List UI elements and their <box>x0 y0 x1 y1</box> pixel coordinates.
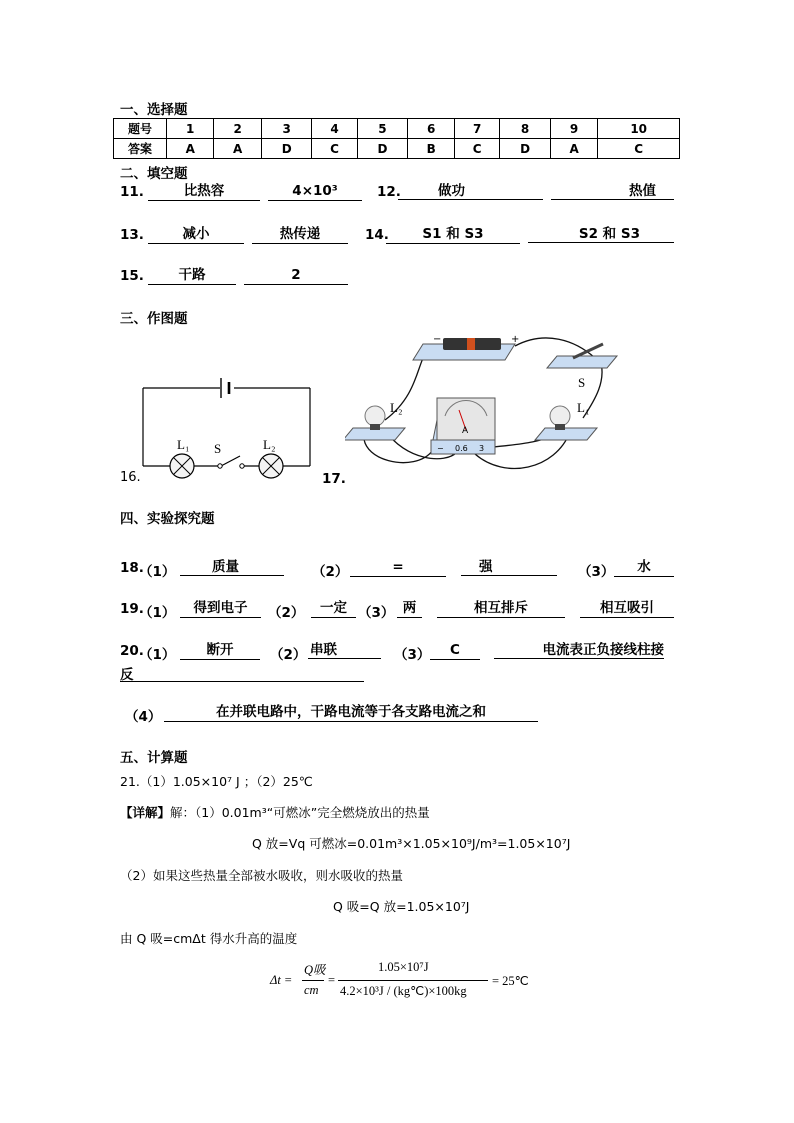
circuit-diagram-17 <box>345 330 625 490</box>
table-cell: C <box>598 139 680 159</box>
detail-label: 【详解】 <box>120 805 171 820</box>
eq3-frac2-num: 1.05×10⁷J <box>378 960 429 974</box>
eq3-frac2-den: 4.2×10³J / (kg℃)×100kg <box>340 984 467 998</box>
eq3-lhs: Δt = <box>270 973 293 987</box>
q20-answer-3: C <box>430 641 480 660</box>
eq3-frac1-num: Q吸 <box>304 963 326 977</box>
q18-part1-label: （1） <box>139 564 176 580</box>
detail-line-2: （2）如果这些热量全部被水吸收，则水吸收的热量 <box>120 868 403 883</box>
table-cell: 6 <box>408 119 455 139</box>
eq3-frac1-den: cm <box>304 983 319 997</box>
eq3-equals: = <box>328 973 336 987</box>
equation-2: Q 吸=Q 放=1.05×10⁷J <box>333 899 470 914</box>
table-cell: 8 <box>500 119 551 139</box>
circuit-diagram-16 <box>118 370 318 480</box>
q20-answer-4-cont: 反 <box>120 667 134 683</box>
eq3-result: = 25℃ <box>492 974 529 988</box>
q19-part1-label: （1） <box>139 605 176 621</box>
table-cell: 4 <box>312 119 357 139</box>
q18-answer-4: 水 <box>614 558 674 577</box>
q17-number: 17. <box>322 471 346 487</box>
q13-answer-1: 减小 <box>148 225 244 244</box>
detail-text-1: 解：（1）0.01m³“可燃冰”完全燃烧放出的热量 <box>170 805 430 820</box>
q16-number: 16. <box>120 470 141 485</box>
q19-answer-4: 相互排斥 <box>437 599 565 618</box>
table-cell: C <box>312 139 357 159</box>
q14-answer-1: S1 和 S3 <box>386 225 520 244</box>
q19-number: 19. <box>120 601 144 617</box>
q19-part2-label: （2） <box>268 605 305 621</box>
q20-number: 20. <box>120 643 144 659</box>
table-cell: A <box>550 139 597 159</box>
bulb-l1-icon <box>550 406 570 426</box>
table-header-label: 题号 <box>114 119 167 139</box>
switch-label: S <box>578 375 586 390</box>
q20-answer-4: 电流表正负接线柱接 <box>494 641 664 659</box>
q20-answer-5: 在并联电路中，干路电流等于各支路电流之和 <box>164 703 538 722</box>
table-cell: 5 <box>357 119 408 139</box>
eq3-frac2-bar <box>338 980 488 981</box>
q19-answer-5: 相互吸引 <box>580 599 674 618</box>
table-cell: D <box>357 139 408 159</box>
q19-answer-3: 两 <box>397 599 422 618</box>
q13-number: 13. <box>120 227 144 243</box>
q20-part4-label: （4） <box>125 709 162 725</box>
q12-answer-1: 做功 <box>398 182 543 200</box>
eq3-frac1-bar <box>302 980 324 981</box>
q11-answer-1: 比热容 <box>148 182 260 201</box>
terminal-06-label: 0.6 <box>455 444 468 453</box>
q21-answer: 21.（1）1.05×10⁷ J ；（2）25℃ <box>120 774 313 789</box>
q18-answer-1: 质量 <box>180 558 284 576</box>
table-cell: 10 <box>598 119 680 139</box>
q15-number: 15. <box>120 268 144 284</box>
table-row <box>114 139 680 159</box>
q19-answer-1: 得到电子 <box>180 599 261 618</box>
label-s: S <box>214 441 222 456</box>
table-cell: 2 <box>214 119 261 139</box>
section-drawing-title: 三、作图题 <box>120 311 188 327</box>
bulb-l2-icon <box>365 406 385 426</box>
q20-answer-2: 串联 <box>308 641 381 659</box>
q15-answer-2: 2 <box>244 266 348 285</box>
q12-number: 12. <box>377 184 401 200</box>
table-cell: 9 <box>550 119 597 139</box>
table-cell: B <box>408 139 455 159</box>
table-cell: 3 <box>261 119 312 139</box>
choice-answer-table <box>113 118 680 159</box>
table-row <box>114 119 680 139</box>
section-experiment-title: 四、实验探究题 <box>120 511 215 527</box>
q13-answer-2: 热传递 <box>252 225 348 244</box>
equation-1: Q 放=Vq 可燃冰=0.01m³×1.05×10⁹J/m³=1.05×10⁷J <box>252 836 571 851</box>
q12-answer-2: 热值 <box>551 182 674 200</box>
q14-number: 14. <box>365 227 389 243</box>
section-fill-title: 二、填空题 <box>120 166 188 182</box>
ammeter-a-label: A <box>462 426 469 436</box>
q20-part2-label: （2） <box>270 647 307 663</box>
equation-3 <box>270 960 540 1004</box>
table-cell: 1 <box>167 119 214 139</box>
table-cell: D <box>500 139 551 159</box>
section-choice-title: 一、选择题 <box>120 102 188 118</box>
label-l2: L₂ <box>263 437 276 452</box>
battery-minus-label: − <box>433 334 442 345</box>
q20-part3-label: （3） <box>394 647 431 663</box>
q20-answer-1: 断开 <box>180 641 260 660</box>
detail-line-3: 由 Q 吸=cmΔt 得水升高的温度 <box>120 931 298 946</box>
q14-answer-2: S2 和 S3 <box>528 225 674 243</box>
q18-answer-2: = <box>350 558 446 577</box>
table-cell: A <box>214 139 261 159</box>
label-l1: L₁ <box>577 400 590 415</box>
table-cell: A <box>167 139 214 159</box>
q11-number: 11. <box>120 184 144 200</box>
detail-line-1 <box>120 803 430 821</box>
q18-answer-3: 强 <box>461 558 557 576</box>
label-l1: L₁ <box>177 437 190 452</box>
q18-part2-label: （2） <box>312 564 349 580</box>
table-answer-label: 答案 <box>114 139 167 159</box>
table-cell: 7 <box>455 119 500 139</box>
q19-part3-label: （3） <box>358 605 395 621</box>
q18-part3-label: （3） <box>578 564 615 580</box>
terminal-3-label: 3 <box>479 444 485 453</box>
terminal-minus-label: − <box>437 444 444 453</box>
q11-answer-2: 4×10³ <box>268 182 362 201</box>
q20-part1-label: （1） <box>139 647 176 663</box>
q20-answer-4-cont-line <box>120 681 364 682</box>
label-l2: L₂ <box>390 400 403 415</box>
q15-answer-1: 干路 <box>148 266 236 285</box>
table-cell: C <box>455 139 500 159</box>
q19-answer-2: 一定 <box>311 599 356 618</box>
table-cell: D <box>261 139 312 159</box>
battery-plus-label: + <box>511 334 520 345</box>
section-calc-title: 五、计算题 <box>120 750 188 766</box>
q18-number: 18. <box>120 560 144 576</box>
